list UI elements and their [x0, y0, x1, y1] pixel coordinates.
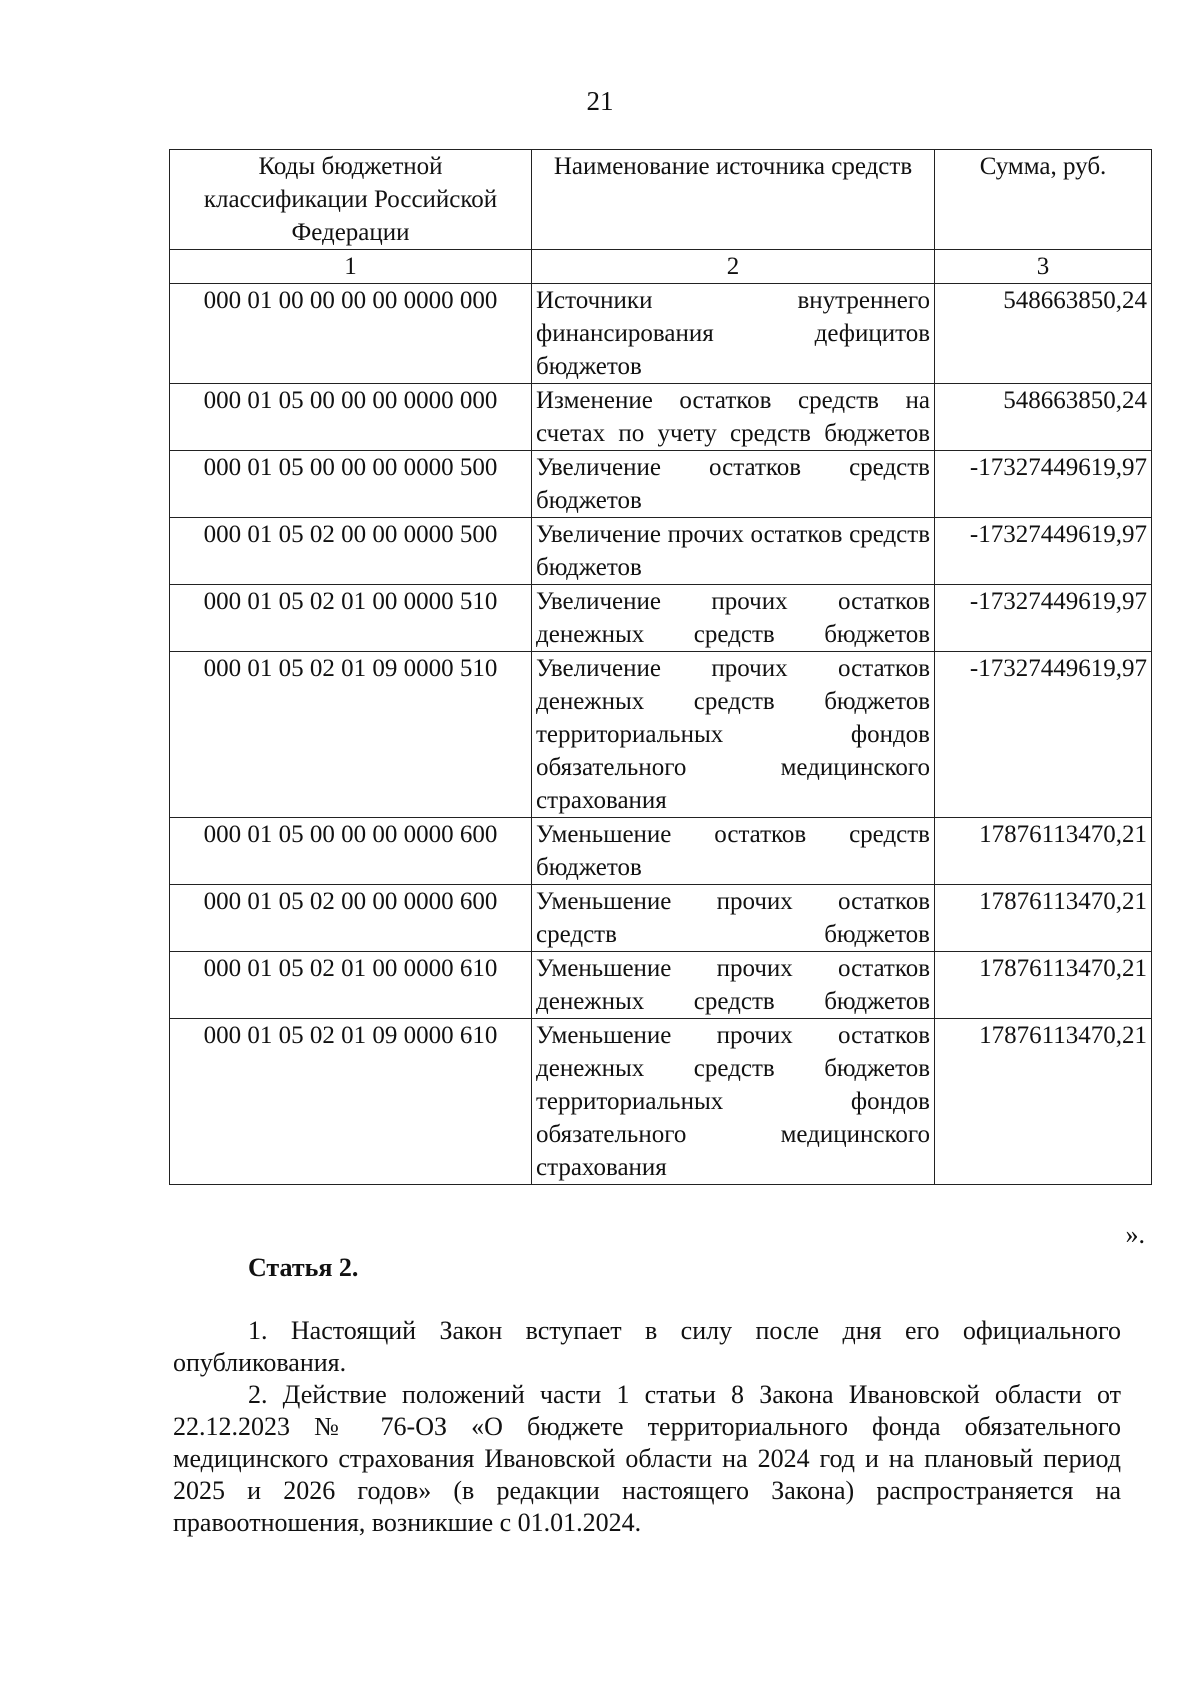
header-sum: Сумма, руб. [935, 150, 1152, 250]
source-name: Уменьшение остатков средств бюджетов [532, 818, 935, 885]
source-name: Изменение остатков средств на счетах по учету средств бюджетов [532, 384, 935, 451]
source-name: Увеличение прочих остатков денежных средств бюджетов территориальных фондов обязательного медицинского страхования [532, 652, 935, 818]
amount: 17876113470,21 [935, 885, 1152, 952]
closing-quote: ». [1125, 1220, 1145, 1249]
source-name: Увеличение прочих остатков средств бюджетов [532, 518, 935, 585]
table-row [170, 952, 1152, 1019]
amount: -17327449619,97 [935, 518, 1152, 585]
source-name: Увеличение прочих остатков денежных средств бюджетов [532, 585, 935, 652]
header-name: Наименование источника средств [532, 150, 935, 250]
table-row [170, 284, 1152, 384]
amount: -17327449619,97 [935, 652, 1152, 818]
amount: 17876113470,21 [935, 952, 1152, 1019]
header-codes: Коды бюджетной классификации Российской Федерации [170, 150, 532, 250]
source-name: Источники внутреннего финансирования дефицитов бюджетов [532, 284, 935, 384]
column-number-row [170, 250, 1152, 284]
table-header-row [170, 150, 1152, 250]
page-number: 21 [586, 86, 614, 116]
table-row [170, 518, 1152, 585]
table-row [170, 652, 1152, 818]
budget-code: 000 01 05 02 01 09 0000 510 [170, 652, 532, 818]
source-name: Увеличение остатков средств бюджетов [532, 451, 935, 518]
source-name: Уменьшение прочих остатков денежных средств бюджетов территориальных фондов обязательного медицинского страхования [532, 1019, 935, 1185]
source-name: Уменьшение прочих остатков средств бюджетов [532, 885, 935, 952]
sources-table [169, 149, 1152, 1185]
budget-code: 000 01 05 00 00 00 0000 000 [170, 384, 532, 451]
table-row [170, 384, 1152, 451]
budget-code: 000 01 05 00 00 00 0000 600 [170, 818, 532, 885]
table-row [170, 885, 1152, 952]
budget-code: 000 01 05 02 01 00 0000 610 [170, 952, 532, 1019]
table-row [170, 1019, 1152, 1185]
article-paragraph: 2. Действие положений части 1 статьи 8 Закона Ивановской области от 22.12.2023 № 76-ОЗ «О бюджете территориального фонда обязательного медицинского страхования Ивановской области на 2024 год и на плановый период 2025 и 2026 годов» (в редакции настоящего Закона) распространяется на правоотношения, возникшие с 01.01.2024. [173, 1380, 1121, 1537]
column-number: 1 [170, 250, 532, 284]
amount: -17327449619,97 [935, 585, 1152, 652]
budget-code: 000 01 05 02 00 00 0000 500 [170, 518, 532, 585]
budget-code: 000 01 05 00 00 00 0000 500 [170, 451, 532, 518]
table-row [170, 818, 1152, 885]
table-row [170, 451, 1152, 518]
source-name: Уменьшение прочих остатков денежных средств бюджетов [532, 952, 935, 1019]
budget-code: 000 01 05 02 01 00 0000 510 [170, 585, 532, 652]
amount: -17327449619,97 [935, 451, 1152, 518]
article-title: Статья 2. [248, 1253, 359, 1282]
amount: 17876113470,21 [935, 1019, 1152, 1185]
amount: 548663850,24 [935, 284, 1152, 384]
budget-code: 000 01 05 02 00 00 0000 600 [170, 885, 532, 952]
column-number: 3 [935, 250, 1152, 284]
budget-code: 000 01 00 00 00 00 0000 000 [170, 284, 532, 384]
table-row [170, 585, 1152, 652]
column-number: 2 [532, 250, 935, 284]
budget-code: 000 01 05 02 01 09 0000 610 [170, 1019, 532, 1185]
amount: 548663850,24 [935, 384, 1152, 451]
article-paragraph: 1. Настоящий Закон вступает в силу после дня его официального опубликования. [173, 1316, 1121, 1377]
amount: 17876113470,21 [935, 818, 1152, 885]
